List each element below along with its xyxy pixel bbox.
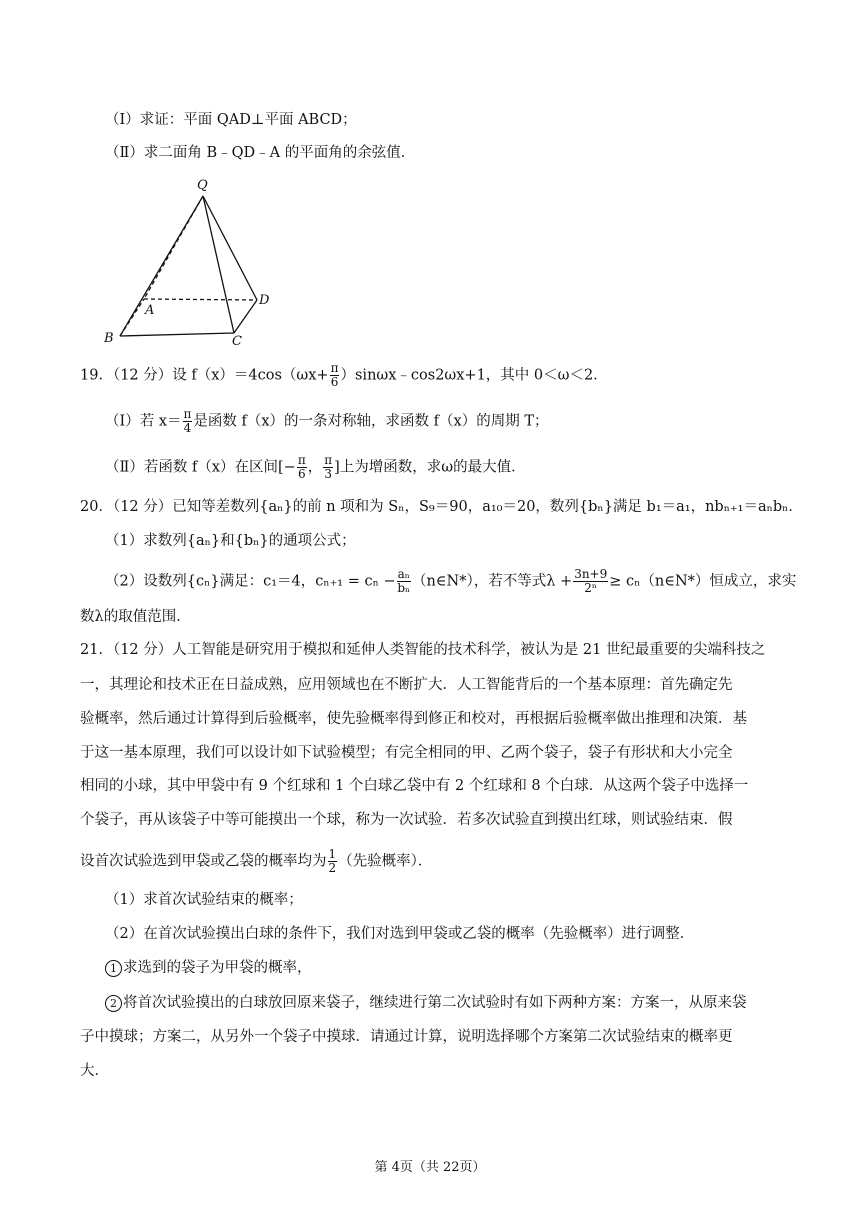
edge-QC xyxy=(203,196,234,333)
q21-part1: （1）求首次试验结束的概率； xyxy=(105,892,303,908)
q21-line4: 于这一基本原理，我们可以设计如下试验模型；有完全相同的甲、乙两个袋子，袋子有形状和大小完全 xyxy=(80,745,733,761)
page-footer: 第 4页（共 22页） xyxy=(374,1160,486,1175)
q19-part1: （Ⅰ）若 x＝ $\frac{\pi}{4}$ 是函数 f（x）的一条对称轴，求函数 f（x）的周期 T； xyxy=(105,407,549,435)
q18-part2: （Ⅱ）求二面角 B﹣QD﹣A 的平面角的余弦值． xyxy=(105,145,416,161)
q20-part1: （1）求数列{aₙ}和{bₙ}的通项公式； xyxy=(105,533,356,549)
edge-CD xyxy=(234,300,257,333)
q18-part1: （Ⅰ）求证：平面 QAD⊥平面 ABCD； xyxy=(105,112,357,128)
q21-line1: 21．（12 分）人工智能是研究用于模拟和延伸人类智能的技术科学，被认为是 21 世纪最重要的尖端科技之 xyxy=(80,642,766,658)
edge-QA xyxy=(144,196,203,299)
q21-line5: 相同的小球，其中甲袋中有 9 个红球和 1 个白球乙袋中有 2 个红球和 8 个白球．从这两个袋子中选择一 xyxy=(80,778,749,794)
q20-part2-cont: 数λ的取值范围． xyxy=(80,609,191,625)
q21-line2: 一，其理论和技术正在日益成熟，应用领域也在不断扩大．人工智能背后的一个基本原理：首先确定先 xyxy=(80,677,733,693)
label-B: B xyxy=(104,331,114,345)
q21-line6: 个袋子，再从该袋子中等可能摸出一个球，称为一次试验．若多次试验直到摸出红球，则试验结束．假 xyxy=(80,812,733,828)
edge-AD xyxy=(144,299,257,300)
label-A: A xyxy=(145,303,155,318)
edge-QD xyxy=(203,196,257,300)
q21-sub2-line2: 子中摸球；方案二，从另外一个袋子中摸球．请通过计算，说明选择哪个方案第二次试验结束的概率更 xyxy=(80,1029,733,1045)
circle-number-1: 1 xyxy=(105,960,122,977)
q21-sub1: 1 求选到的袋子为甲袋的概率， xyxy=(105,958,312,978)
label-C: C xyxy=(232,334,242,345)
q21-sub2-line3: 大． xyxy=(80,1063,109,1079)
q21-line3: 验概率，然后通过计算得到后验概率，使先验概率得到修正和校对，再根据后验概率做出推理和决策．基 xyxy=(80,711,747,727)
edge-BC xyxy=(120,333,234,336)
label-D: D xyxy=(259,293,270,308)
q21-line7: 设首次试验选到甲袋或乙袋的概率均为 $\frac{1}{2}$ （先验概率）． xyxy=(80,847,433,875)
pyramid-figure xyxy=(100,175,290,345)
q21-part2: （2）在首次试验摸出白球的条件下，我们对选到甲袋或乙袋的概率（先验概率）进行调整． xyxy=(105,926,695,942)
q19-statement: 19．（12 分）设 f（x）＝4cos（ωx+ $\frac{\pi}{6}$ ）sinωx﹣cos2ωx+1，其中 0＜ω＜2． xyxy=(80,361,608,389)
q20-statement: 20．（12 分）已知等差数列{aₙ}的前 n 项和为 Sₙ，S₉＝90，a₁₀＝20，数列{bₙ}满足 b₁＝a₁，nbₙ₊₁＝aₙbₙ． xyxy=(80,499,803,515)
q21-sub2: 2 将首次试验摸出的白球放回原来袋子，继续进行第二次试验时有如下两种方案：方案一，从原来袋 xyxy=(105,993,747,1013)
q20-part2: （2）设数列{cₙ}满足：c₁＝4，cₙ₊₁ = cₙ − $\frac{\text{aₙ}}{\text{bₙ}}$ （n∈N*），若不等式λ + $\frac{3n+9}{\text{2ⁿ}}$ ≥ cₙ（n∈N*）恒成立，求实 xyxy=(105,567,797,595)
q19-part2: （Ⅱ）若函数 f（x）在区间[− $\frac{\pi}{6}$ ， $\frac{\pi}{3}$ ]上为增函数，求ω的最大值． xyxy=(105,453,526,481)
label-Q: Q xyxy=(197,178,208,193)
circle-number-2: 2 xyxy=(105,995,122,1012)
